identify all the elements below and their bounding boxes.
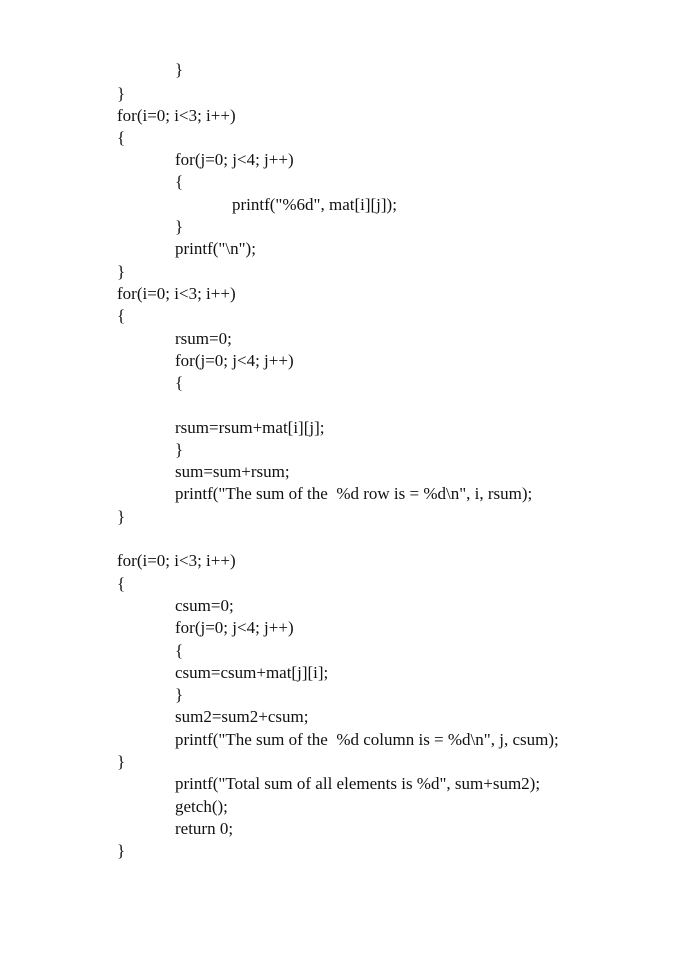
code-line: } — [117, 84, 126, 103]
code-line: printf("The sum of the %d column is = %d\n", j, csum); — [175, 730, 559, 749]
code-line: for(j=0; j<4; j++) — [175, 351, 294, 370]
code-line: { — [117, 306, 126, 325]
code-line: return 0; — [175, 819, 234, 838]
code-line: } — [175, 217, 184, 236]
code-line: rsum=rsum+mat[i][j]; — [175, 418, 325, 437]
code-line: } — [175, 60, 184, 79]
code-line: for(j=0; j<4; j++) — [175, 150, 294, 169]
code-line: } — [117, 262, 126, 281]
code-line: csum=0; — [175, 596, 234, 615]
code-line: { — [175, 172, 184, 191]
code-line: rsum=0; — [175, 329, 232, 348]
code-line: for(i=0; i<3; i++) — [117, 551, 236, 570]
code-line: for(i=0; i<3; i++) — [117, 284, 236, 303]
code-line: { — [175, 641, 184, 660]
code-line: { — [117, 574, 126, 593]
code-line: printf("Total sum of all elements is %d", sum+sum2); — [175, 774, 541, 793]
code-line: { — [117, 128, 126, 147]
code-line: } — [117, 507, 126, 526]
code-line: getch(); — [175, 797, 228, 816]
code-line: for(j=0; j<4; j++) — [175, 618, 294, 637]
code-line: } — [175, 685, 184, 704]
code-line: printf("%6d", mat[i][j]); — [232, 195, 397, 214]
code-line: sum=sum+rsum; — [175, 462, 290, 481]
code-line: printf("\n"); — [175, 239, 256, 258]
code-line: } — [117, 752, 126, 771]
code-line: { — [175, 373, 184, 392]
code-line: sum2=sum2+csum; — [175, 707, 309, 726]
code-line: for(i=0; i<3; i++) — [117, 106, 236, 125]
code-line: } — [175, 440, 184, 459]
code-line: printf("The sum of the %d row is = %d\n", i, rsum); — [175, 484, 533, 503]
code-line: } — [117, 841, 126, 860]
code-line: csum=csum+mat[j][i]; — [175, 663, 329, 682]
